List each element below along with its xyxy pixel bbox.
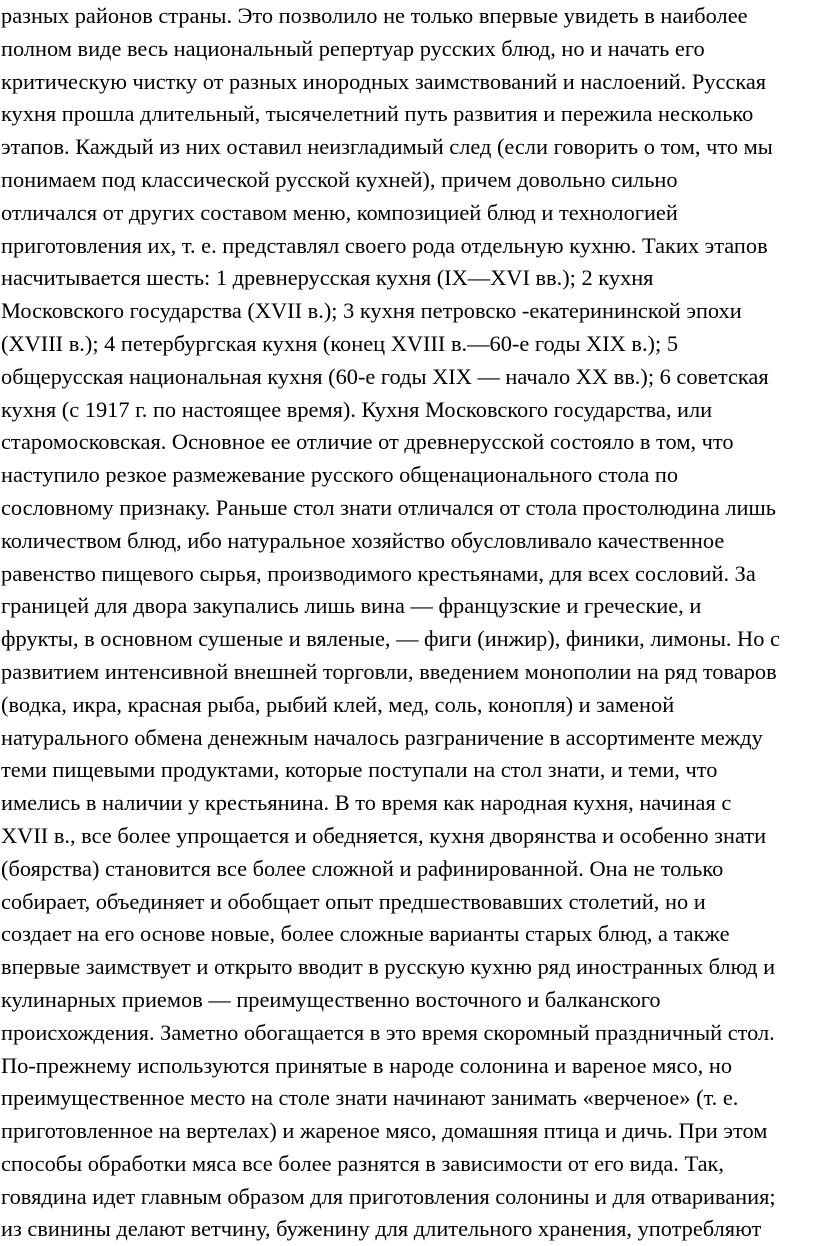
text-line: фрукты, в основном сушеные и вяленые, — фиги (инжир), финики, лимоны. Но с — [1, 626, 780, 652]
text-line: развитием интенсивной внешней торговли, введением монополии на ряд товаров — [1, 658, 777, 684]
text-line: количеством блюд, ибо натуральное хозяйство обусловливало качественное — [1, 527, 725, 553]
text-line: равенство пищевого сырья, производимого крестьянами, для всех сословий. За — [1, 560, 756, 586]
text-line: кухня прошла длительный, тысячелетний путь развития и пережила несколько — [1, 101, 754, 127]
text-line: старомосковская. Основное ее отличие от древнерусской состояло в том, что — [1, 429, 734, 455]
text-line: Московского государства (XVII в.); 3 кухня петровско -екатерининской эпохи — [1, 298, 742, 324]
text-line: имелись в наличии у крестьянина. В то время как народная кухня, начиная с — [1, 790, 732, 816]
text-line: кухня (с 1917 г. по настоящее время). Кухня Московского государства, или — [1, 396, 713, 422]
text-line: критическую чистку от разных инородных заимствований и наслоений. Русская — [1, 68, 767, 94]
text-line: собирает, объединяет и обобщает опыт предшествовавших столетий, но и — [1, 888, 706, 914]
text-line: из свинины делают ветчину, буженину для длительного хранения, употребляют — [1, 1216, 762, 1242]
text-line: говядина идет главным образом для приготовления солонины и для отваривания; — [1, 1183, 776, 1209]
text-line: По-прежнему используются принятые в народе солонина и вареное мясо, но — [1, 1052, 733, 1078]
text-line: происхождения. Заметно обогащается в это время скоромный праздничный стол. — [1, 1019, 775, 1045]
text-line: натурального обмена денежным началось разграничение в ассортименте между — [1, 724, 763, 750]
text-line: впервые заимствует и открыто вводит в русскую кухню ряд иностранных блюд и — [1, 954, 776, 980]
text-line: преимущественное место на столе знати начинают занимать «верченое» (т. е. — [1, 1085, 739, 1111]
text-line: сословному признаку. Раньше стол знати отличался от стола простолюдина лишь — [1, 494, 776, 520]
text-line: кулинарных приемов — преимущественно восточного и балканского — [1, 986, 661, 1012]
text-line: насчитывается шесть: 1 древнерусская кухня (IX—XVI вв.); 2 кухня — [1, 265, 654, 291]
text-line: (боярства) становится все более сложной и рафинированной. Она не только — [1, 855, 724, 881]
text-line: XVII в., все более упрощается и обедняется, кухня дворянства и особенно знати — [1, 822, 767, 848]
text-line: понимаем под классической русской кухней), причем довольно сильно — [1, 166, 678, 192]
text-line: (водка, икра, красная рыба, рыбий клей, мед, соль, конопля) и заменой — [1, 691, 675, 717]
text-line: приготовленное на вертелах) и жареное мясо, домашняя птица и дичь. При этом — [1, 1118, 768, 1144]
text-line: разных районов страны. Это позволило не только впервые увидеть в наиболее — [1, 3, 748, 28]
text-line: границей для двора закупались лишь вина — французские и греческие, и — [1, 593, 702, 619]
text-line: общерусская национальная кухня (60-е годы XIX — начало XX вв.); 6 советская — [1, 363, 769, 389]
text-line: приготовления их, т. е. представлял своего рода отдельную кухню. Таких этапов — [1, 232, 768, 258]
text-line: наступило резкое размежевание русского общенационального стола по — [1, 462, 679, 488]
text-line: создает на его основе новые, более сложные варианты старых блюд, а также — [1, 921, 730, 947]
text-line: (XVIII в.); 4 петербургская кухня (конец XVIII в.—60-е годы XIX в.); 5 — [1, 330, 679, 356]
text-line: теми пищевыми продуктами, которые поступали на стол знати, и теми, что — [1, 757, 718, 783]
text-line: этапов. Каждый из них оставил неизгладимый след (если говорить о том, что мы — [1, 134, 773, 160]
text-line: отличался от других составом меню, композицией блюд и технологией — [1, 199, 678, 225]
text-line: способы обработки мяса все более разнятся в зависимости от его вида. Так, — [1, 1150, 724, 1176]
text-line: полном виде весь национальный репертуар русских блюд, но и начать его — [1, 35, 705, 61]
